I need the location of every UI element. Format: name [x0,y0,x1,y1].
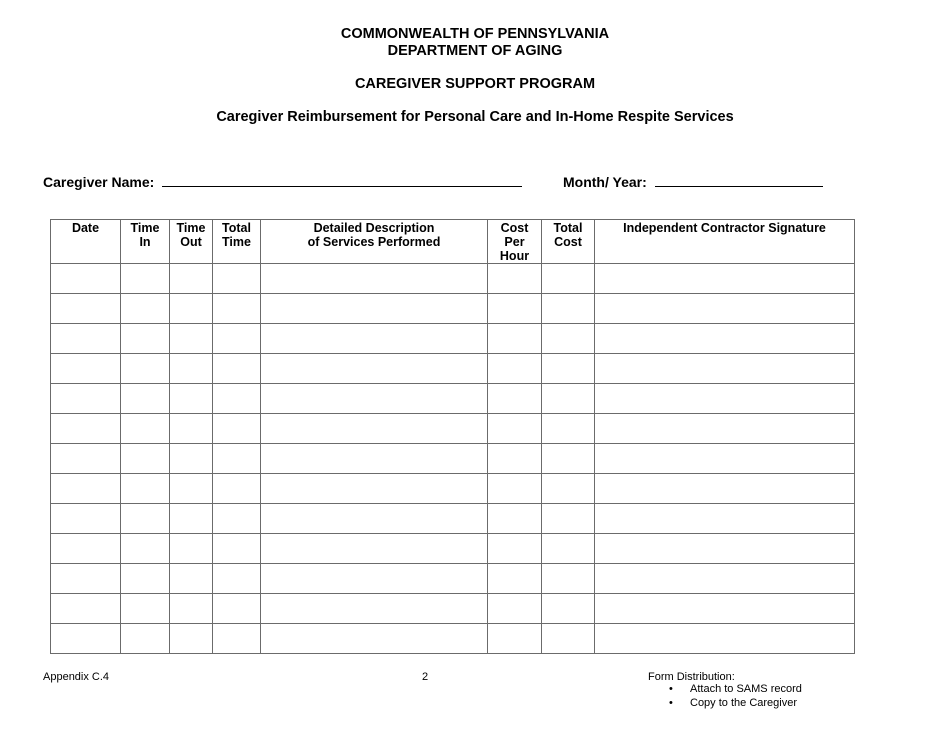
cell-date[interactable] [51,384,121,414]
caregiver-name-field [43,172,522,190]
cell-signature[interactable] [595,594,855,624]
cell-total-cost[interactable] [542,534,595,564]
cell-total-cost[interactable] [542,384,595,414]
cell-description[interactable] [261,384,488,414]
page-number: 2 [422,671,429,683]
cell-date[interactable] [51,504,121,534]
cell-total-cost[interactable] [542,414,595,444]
cell-cost-per-hour[interactable] [488,504,542,534]
cell-description[interactable] [261,594,488,624]
cell-description[interactable] [261,294,488,324]
cell-cost-per-hour[interactable] [488,564,542,594]
cell-total-time[interactable] [213,624,261,654]
column-header-total-time: Total Time [213,220,261,264]
org-title-line2: DEPARTMENT OF AGING [387,43,563,59]
table-row [51,624,855,654]
cell-date[interactable] [51,474,121,504]
list-item: • Attach to SAMS record [669,683,802,695]
cell-total-cost[interactable] [542,324,595,354]
cell-description[interactable] [261,624,488,654]
cell-time-out[interactable] [170,264,213,294]
table-row [51,564,855,594]
cell-total-time[interactable] [213,444,261,474]
cell-cost-per-hour[interactable] [488,294,542,324]
table-row [51,294,855,324]
form-subtitle: Caregiver Reimbursement for Personal Care and In-Home Respite Services [216,109,734,125]
cell-total-cost[interactable] [542,504,595,534]
month-year-input[interactable] [655,172,823,187]
cell-time-in[interactable] [121,534,170,564]
cell-total-time[interactable] [213,264,261,294]
cell-signature[interactable] [595,264,855,294]
column-header-time-out: Time Out [170,220,213,264]
cell-time-in[interactable] [121,504,170,534]
cell-signature[interactable] [595,384,855,414]
table-row [51,324,855,354]
cell-time-in[interactable] [121,624,170,654]
cell-signature[interactable] [595,534,855,564]
cell-date[interactable] [51,324,121,354]
cell-total-time[interactable] [213,324,261,354]
list-item: • Copy to the Caregiver [669,696,797,709]
cell-total-cost[interactable] [542,594,595,624]
cell-time-out[interactable] [170,354,213,384]
cell-cost-per-hour[interactable] [488,264,542,294]
cell-total-time[interactable] [213,594,261,624]
cell-description[interactable] [261,504,488,534]
column-header-signature: Independent Contractor Signature [595,220,855,264]
bullet-icon: • [669,696,673,709]
table-row [51,594,855,624]
cell-time-in[interactable] [121,414,170,444]
cell-time-in[interactable] [121,354,170,384]
cell-time-in[interactable] [121,474,170,504]
cell-time-in[interactable] [121,294,170,324]
cell-date[interactable] [51,534,121,564]
distribution-label: Form Distribution: [648,671,735,683]
table-row [51,414,855,444]
cell-total-cost[interactable] [542,564,595,594]
cell-description[interactable] [261,444,488,474]
cell-total-time[interactable] [213,564,261,594]
cell-total-cost[interactable] [542,444,595,474]
cell-total-cost[interactable] [542,294,595,324]
cell-description[interactable] [261,324,488,354]
table-row [51,354,855,384]
cell-cost-per-hour[interactable] [488,474,542,504]
cell-date[interactable] [51,414,121,444]
cell-cost-per-hour[interactable] [488,594,542,624]
column-header-total-cost: Total Cost [542,220,595,264]
cell-signature[interactable] [595,354,855,384]
cell-total-time[interactable] [213,534,261,564]
cell-total-time[interactable] [213,504,261,534]
cell-time-out[interactable] [170,294,213,324]
program-title: CAREGIVER SUPPORT PROGRAM [354,76,596,92]
cell-time-out[interactable] [170,624,213,654]
cell-signature[interactable] [595,324,855,354]
cell-date[interactable] [51,444,121,474]
cell-total-cost[interactable] [542,264,595,294]
cell-description[interactable] [261,564,488,594]
cell-time-out[interactable] [170,384,213,414]
cell-signature[interactable] [595,624,855,654]
cell-cost-per-hour[interactable] [488,624,542,654]
cell-total-cost[interactable] [542,354,595,384]
cell-time-in[interactable] [121,384,170,414]
cell-time-out[interactable] [170,564,213,594]
cell-total-cost[interactable] [542,474,595,504]
cell-date[interactable] [51,624,121,654]
table-row [51,504,855,534]
cell-signature[interactable] [595,474,855,504]
caregiver-name-label: Caregiver Name: [43,174,155,190]
cell-time-out[interactable] [170,474,213,504]
cell-cost-per-hour[interactable] [488,414,542,444]
cell-time-in[interactable] [121,594,170,624]
cell-date[interactable] [51,564,121,594]
cell-date[interactable] [51,294,121,324]
cell-time-out[interactable] [170,414,213,444]
cell-time-out[interactable] [170,534,213,564]
cell-date[interactable] [51,264,121,294]
column-header-description: Detailed Description of Services Performed [261,220,488,264]
column-header-cost-per-hour: Cost Per Hour [488,220,542,264]
column-header-date: Date [51,220,121,264]
cell-time-out[interactable] [170,594,213,624]
column-header-time-in: Time In [121,220,170,264]
bullet-icon: • [669,683,673,695]
cell-cost-per-hour[interactable] [488,444,542,474]
cell-date[interactable] [51,354,121,384]
cell-total-cost[interactable] [542,624,595,654]
table-header-row [51,220,855,264]
cell-time-in[interactable] [121,444,170,474]
cell-cost-per-hour[interactable] [488,534,542,564]
table-row [51,264,855,294]
cell-cost-per-hour[interactable] [488,324,542,354]
cell-time-in[interactable] [121,264,170,294]
table-row [51,474,855,504]
cell-total-time[interactable] [213,474,261,504]
cell-description[interactable] [261,264,488,294]
cell-time-out[interactable] [170,324,213,354]
cell-time-in[interactable] [121,564,170,594]
cell-time-in[interactable] [121,324,170,354]
month-year-label: Month/ Year: [563,174,647,190]
cell-cost-per-hour[interactable] [488,384,542,414]
cell-description[interactable] [261,414,488,444]
month-year-field [563,172,823,190]
cell-total-time[interactable] [213,414,261,444]
form-distribution [648,671,802,710]
cell-date[interactable] [51,594,121,624]
cell-description[interactable] [261,534,488,564]
cell-description[interactable] [261,354,488,384]
appendix-label: Appendix C.4 [43,671,110,683]
table-row [51,444,855,474]
cell-description[interactable] [261,474,488,504]
caregiver-name-input[interactable] [162,172,522,187]
cell-time-out[interactable] [170,504,213,534]
distribution-list [648,683,802,710]
cell-signature[interactable] [595,444,855,474]
cell-cost-per-hour[interactable] [488,354,542,384]
org-title-line1: COMMONWEALTH OF PENNSYLVANIA [340,26,610,42]
cell-signature[interactable] [595,564,855,594]
cell-signature[interactable] [595,504,855,534]
cell-total-time[interactable] [213,354,261,384]
cell-total-time[interactable] [213,294,261,324]
cell-total-time[interactable] [213,384,261,414]
cell-time-out[interactable] [170,444,213,474]
service-log-table [50,219,855,654]
cell-signature[interactable] [595,414,855,444]
table-row [51,534,855,564]
cell-signature[interactable] [595,294,855,324]
table-row [51,384,855,414]
